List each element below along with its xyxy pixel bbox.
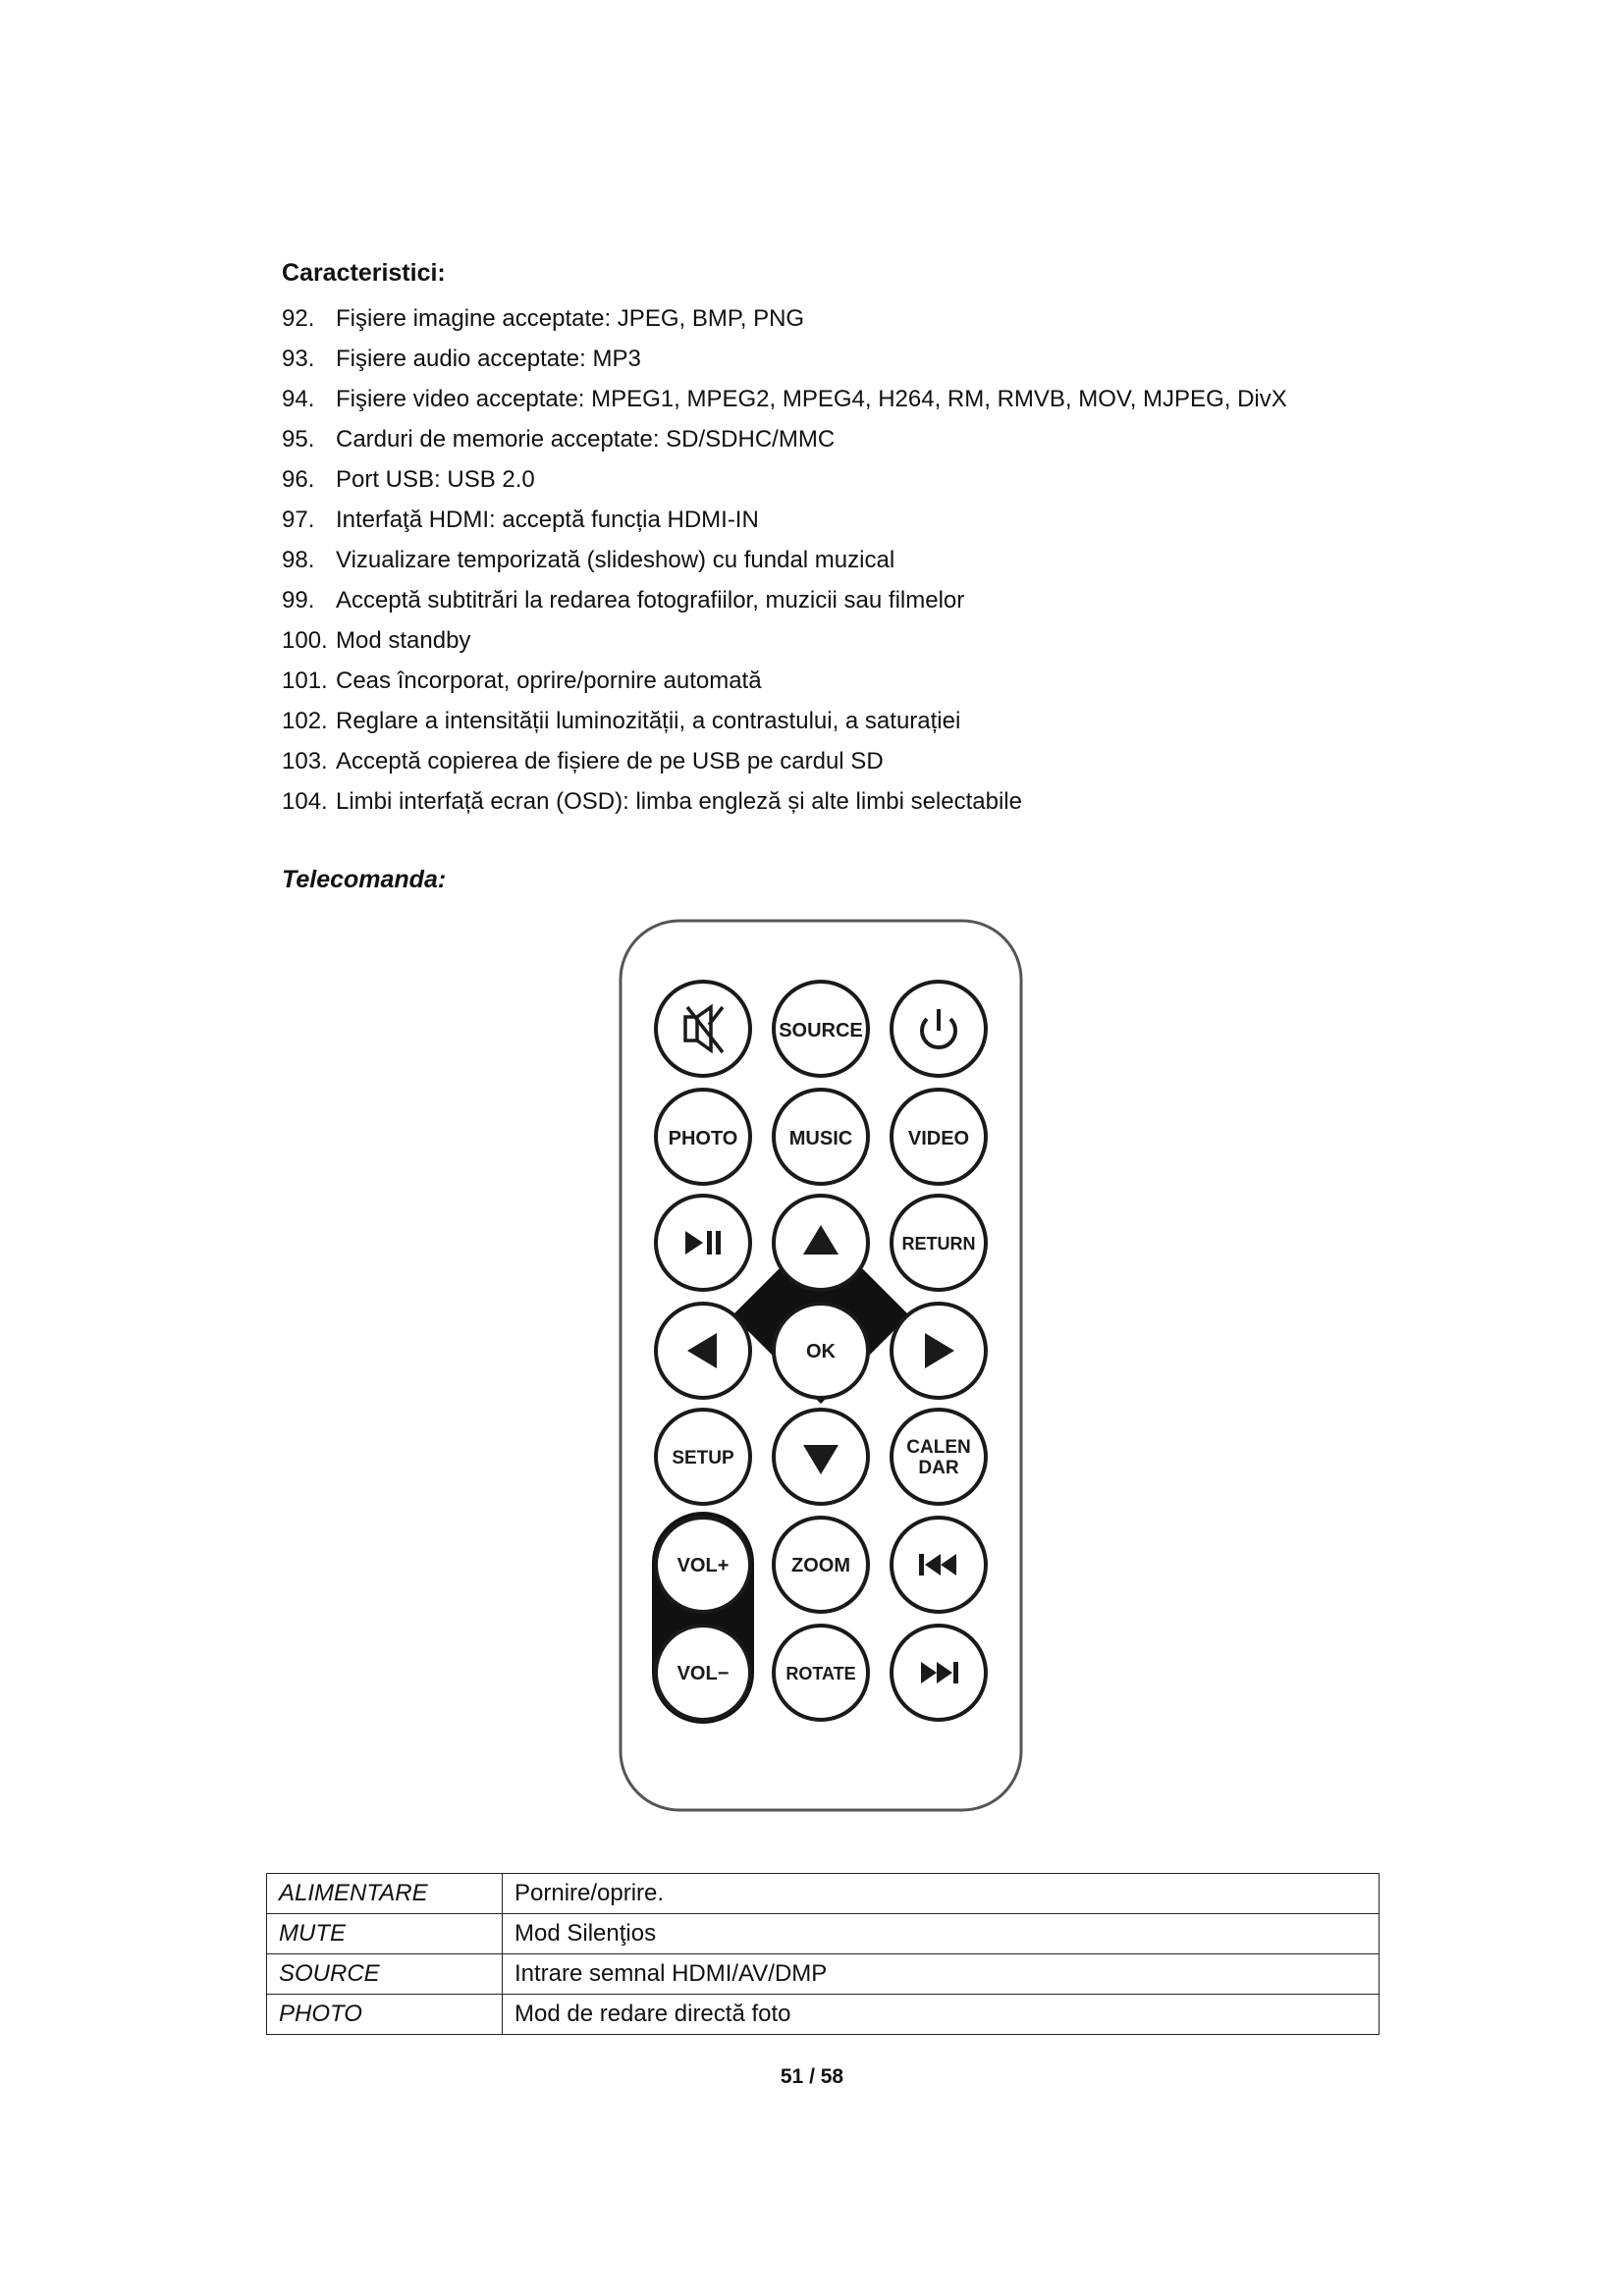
next-button[interactable] [892,1626,986,1720]
feature-number: 92. [282,305,315,332]
mute-button[interactable] [656,982,750,1076]
feature-item [282,540,1460,580]
remote-control-illustration [615,915,1027,1818]
feature-number: 96. [282,466,315,493]
vol-down-label: VOL− [677,1663,730,1684]
feature-text: Vizualizare temporizată (slideshow) cu fundal muzical [336,547,895,573]
feature-item [282,459,1460,500]
up-button[interactable] [774,1196,868,1290]
feature-text: Interfaţă HDMI: acceptă funcția HDMI-IN [336,507,759,533]
feature-item [282,701,1460,741]
previous-button[interactable] [892,1518,986,1612]
feature-item [282,661,1460,701]
return-label: RETURN [901,1234,976,1254]
feature-text: Fişiere video acceptate: MPEG1, MPEG2, MPEG4, H264, RM, RMVB, MOV, MJPEG, DivX [336,386,1287,412]
remote-title: Telecomanda: [282,866,447,893]
feature-number: 98. [282,547,315,573]
feature-text: Fişiere imagine acceptate: JPEG, BMP, PNG [336,305,805,332]
feature-number: 102. [282,708,328,734]
zoom-label: ZOOM [791,1555,850,1576]
feature-item [282,500,1460,540]
legend-description: Mod Silenţios [503,1914,1380,1954]
down-button[interactable] [774,1410,868,1504]
feature-item [282,741,1460,781]
power-button[interactable] [892,982,986,1076]
music-label: MUSIC [788,1128,853,1149]
legend-description: Mod de redare directă foto [503,1995,1380,2035]
legend-description: Pornire/oprire. [503,1874,1380,1914]
feature-text: Fişiere audio acceptate: MP3 [336,346,641,372]
feature-number: 93. [282,346,315,372]
calendar-label-line2: DAR [918,1458,959,1478]
feature-item [282,298,1460,339]
feature-item [282,419,1460,459]
ok-label: OK [806,1341,836,1362]
feature-text: Limbi interfață ecran (OSD): limba engleză și alte limbi selectabile [336,788,1022,815]
section-title: Caracteristici: [282,259,446,287]
photo-label: PHOTO [668,1128,738,1149]
feature-number: 95. [282,426,315,453]
page-number: 51 / 58 [780,2065,844,2088]
feature-item [282,379,1460,419]
table-row [267,1874,1380,1914]
feature-text: Carduri de memorie acceptate: SD/SDHC/MMC [336,426,836,453]
feature-number: 99. [282,587,315,614]
legend-description: Intrare semnal HDMI/AV/DMP [503,1954,1380,1995]
legend-key: PHOTO [267,1995,503,2035]
play-pause-button[interactable] [656,1196,750,1290]
feature-number: 94. [282,386,315,412]
feature-item [282,620,1460,661]
feature-number: 100. [282,627,328,654]
feature-text: Acceptă subtitrări la redarea fotografiilor, muzicii sau filmelor [336,587,965,614]
source-label: SOURCE [779,1020,863,1041]
rotate-label: ROTATE [785,1664,856,1683]
feature-text: Mod standby [336,627,471,654]
video-label: VIDEO [907,1128,970,1149]
legend-key: SOURCE [267,1954,503,1995]
features-list [282,298,1460,822]
feature-text: Reglare a intensității luminozității, a contrastului, a saturației [336,708,961,734]
feature-number: 101. [282,667,328,694]
feature-number: 103. [282,748,328,774]
feature-text: Acceptă copierea de fișiere de pe USB pe cardul SD [336,748,884,774]
feature-text: Ceas încorporat, oprire/pornire automată [336,667,762,694]
right-button[interactable] [892,1304,986,1398]
remote-legend-table [266,1873,1380,2035]
feature-text: Port USB: USB 2.0 [336,466,535,493]
table-row [267,1954,1380,1995]
feature-item [282,339,1460,379]
feature-number: 104. [282,788,328,815]
remote-control-svg [615,915,1027,1818]
feature-item [282,580,1460,620]
calendar-label-line1: CALEN [906,1437,971,1458]
legend-key: ALIMENTARE [267,1874,503,1914]
table-row [267,1995,1380,2035]
left-button[interactable] [656,1304,750,1398]
setup-label: SETUP [672,1448,734,1468]
table-row [267,1914,1380,1954]
legend-key: MUTE [267,1914,503,1954]
feature-number: 97. [282,507,315,533]
vol-up-label: VOL+ [677,1555,730,1576]
feature-item [282,781,1460,822]
